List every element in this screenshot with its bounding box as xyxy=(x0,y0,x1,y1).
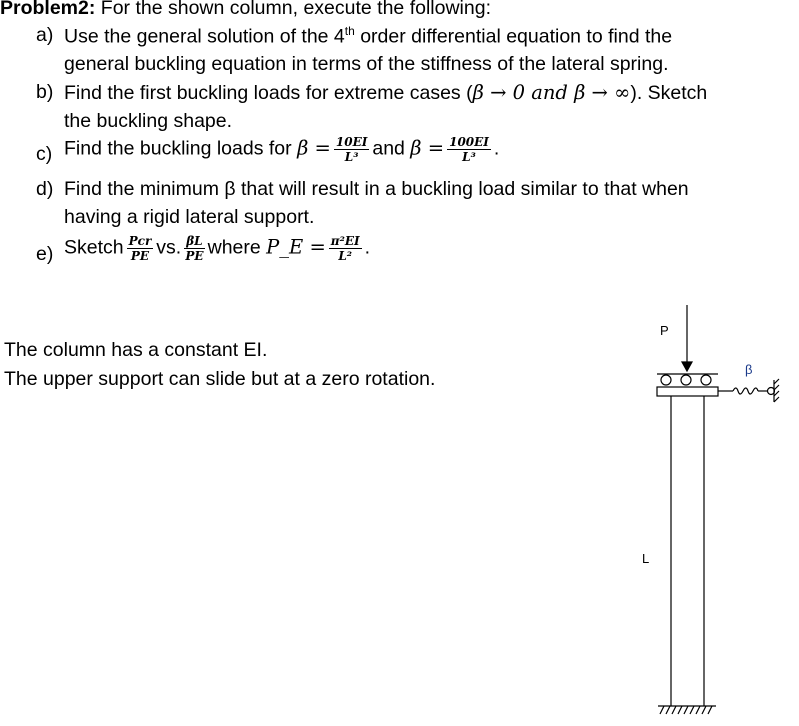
den: PE xyxy=(130,249,150,263)
b-math: β → 0 and β → ∞ xyxy=(472,81,631,104)
c-period: . xyxy=(493,137,500,160)
b-text: Find the first buckling loads for extreme cases ( xyxy=(64,82,473,104)
den: L² xyxy=(338,249,353,263)
label-c: c) xyxy=(36,143,53,165)
c-text: Find the buckling loads for xyxy=(64,137,298,160)
e-text: Sketch xyxy=(64,236,124,259)
num: 10EI xyxy=(335,135,368,149)
num: 100EI xyxy=(449,135,489,149)
num: βL xyxy=(186,234,203,248)
e-where: where xyxy=(207,236,267,259)
b-text2: ). Sketch xyxy=(630,82,708,104)
den: L³ xyxy=(344,150,359,164)
title-bold: Problem2: xyxy=(0,0,96,19)
d-line1: Find the minimum β that will result in a buckling load similar to that when xyxy=(64,178,689,200)
e-period: . xyxy=(364,236,371,259)
spring-label: β xyxy=(745,362,753,377)
note-support: The upper support can slide but at a zero rotation. xyxy=(4,368,436,390)
a-line2: general buckling equation in terms of the stiffness of the lateral spring. xyxy=(64,53,669,75)
note-ei: The column has a constant EI. xyxy=(4,339,268,361)
b-line2: the buckling shape. xyxy=(64,110,233,132)
top-plate xyxy=(657,387,718,396)
title-rest: For the shown column, execute the following: xyxy=(95,0,491,19)
den: L³ xyxy=(462,150,476,164)
load-label: P xyxy=(660,323,669,338)
label-b: b) xyxy=(36,81,54,103)
roller xyxy=(701,375,711,385)
c-beta: β = xyxy=(297,136,331,160)
label-d: d) xyxy=(36,178,54,200)
num: π²EI xyxy=(330,234,360,248)
num: Pcr xyxy=(128,234,152,248)
d-line2: having a rigid lateral support. xyxy=(64,206,315,228)
e-pe: P_E = xyxy=(266,235,326,259)
c-text2: and xyxy=(372,137,411,160)
length-label: L xyxy=(642,551,650,566)
c-beta2: β = xyxy=(410,136,445,160)
e-vs: vs. xyxy=(156,236,182,259)
roller xyxy=(661,375,671,385)
spring xyxy=(733,388,758,394)
roller xyxy=(681,375,691,385)
a-sup: th xyxy=(344,24,355,38)
a-text2: order differential equation to find the xyxy=(354,25,673,48)
den: PE xyxy=(185,249,204,263)
label-a: a) xyxy=(36,24,54,46)
arrow-head xyxy=(682,362,692,371)
label-e: e) xyxy=(36,243,54,265)
a-text: Use the general solution of the 4 xyxy=(64,25,345,48)
